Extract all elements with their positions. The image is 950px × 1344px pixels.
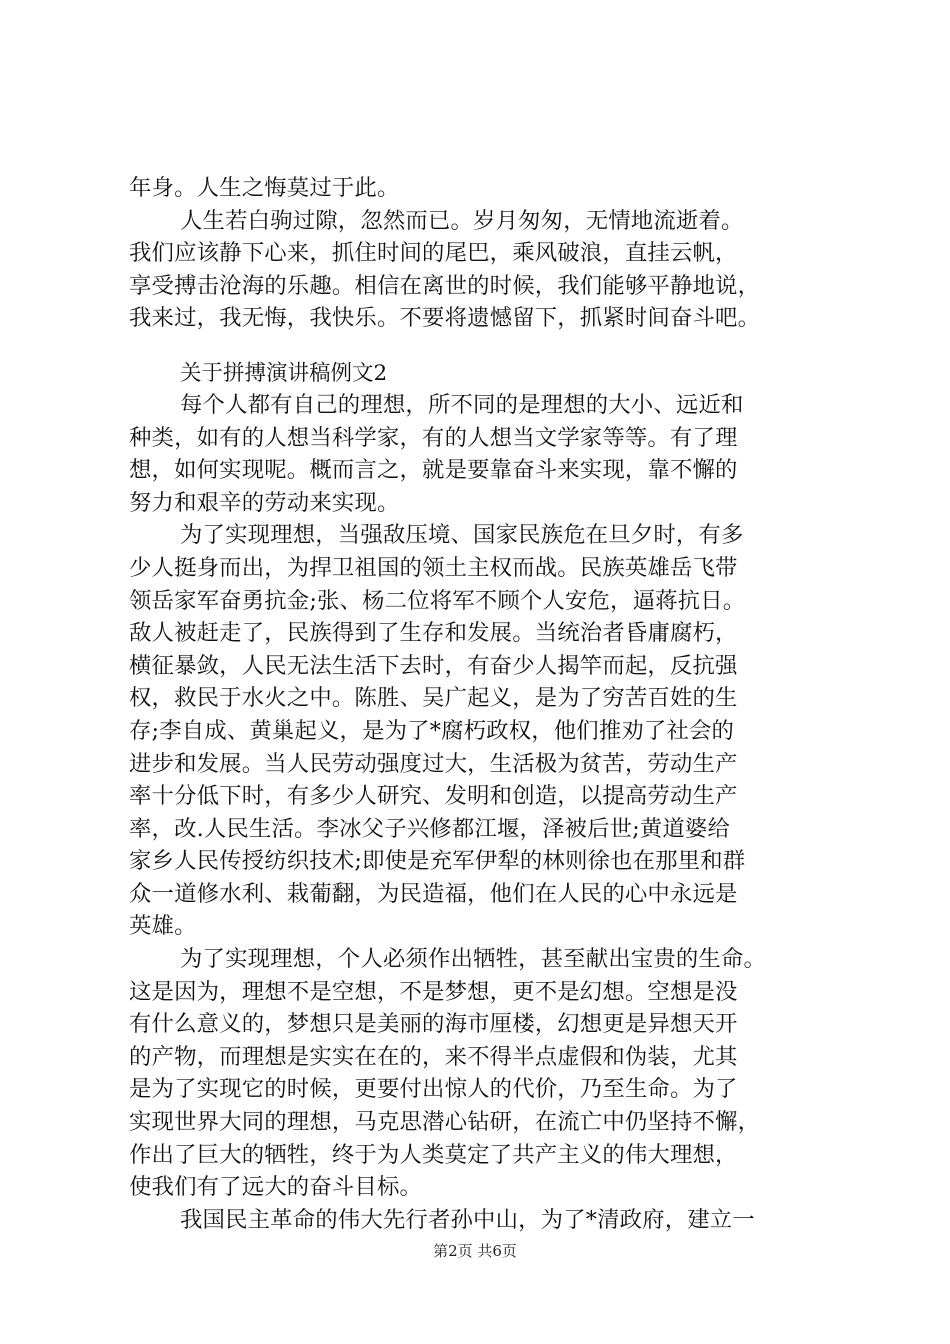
paragraph-continued	[129, 172, 829, 205]
text-line: 使我们有了远大的奋斗目标。	[129, 1174, 423, 1201]
text-line: 的产物，而理想是实实在在的，来不得半点虚假和伪装，尤其	[129, 1043, 738, 1070]
text-line: 我们应该静下心来，抓住时间的尾巴，乘风破浪，直挂云帆，	[129, 240, 738, 267]
text-line: 实现世界大同的理想，马克思潜心钻研，在流亡中仍坚持不懈，	[129, 1109, 761, 1136]
text-line: 为了实现理想，当强敌压境、国家民族危在旦夕时，有多	[180, 522, 744, 549]
text-line: 英雄。	[129, 913, 197, 940]
paragraph	[129, 519, 829, 943]
text-line: 年身。人生之悔莫过于此。	[129, 175, 400, 201]
page-footer: 第2页 共6页	[433, 1242, 517, 1260]
text-line: 率，改.人民生活。李冰父子兴修都江堰，泽被后世;黄道婆给	[129, 815, 731, 842]
text-line: 是为了实现它的时候，更要付出惊人的代价，乃至生命。为了	[129, 1076, 738, 1103]
text-line: 努力和艰辛的劳动来实现。	[129, 489, 400, 516]
text-line: 人生若白驹过隙，忽然而已。岁月匆匆，无情地流逝着。	[180, 207, 744, 234]
text-line: 少人挺身而出，为捍卫祖国的领土主权而战。民族英雄岳飞带	[129, 554, 738, 581]
text-line: 我来过，我无悔，我快乐。不要将遗憾留下，抓紧时间奋斗吧。	[129, 305, 761, 332]
text-line: 率十分低下时，有多少人研究、发明和创造，以提高劳动生产	[129, 783, 738, 810]
paragraph	[129, 1204, 829, 1237]
text-line: 享受搏击沧海的乐趣。相信在离世的时候，我们能够平静地说，	[129, 272, 761, 299]
text-line: 领岳家军奋勇抗金;张、杨二位将军不顾个人安危，逼蒋抗日。	[129, 587, 746, 614]
text-line: 作出了巨大的牺牲，终于为人类莫定了共产主义的伟大理想，	[129, 1141, 738, 1168]
text-line: 横征暴敛，人民无法生活下去时，有奋少人揭竿而起，反抗强	[129, 652, 738, 679]
text-line: 存;李自成、黄巢起义，是为了*腐朽政权，他们推劝了社会的	[129, 717, 735, 744]
text-line: 想，如何实现呢。概而言之，就是要靠奋斗来实现，靠不懈的	[129, 457, 738, 484]
paragraph	[129, 389, 829, 519]
text-line: 我国民主革命的伟大先行者孙中山，为了*清政府，建立一	[180, 1206, 755, 1233]
text-line: 每个人都有自己的理想，所不同的是理想的大小、远近和	[180, 391, 744, 418]
text-line: 种类，如有的人想当科学家，有的人想当文学家等等。有了理	[129, 424, 738, 451]
paragraph-gap	[129, 335, 829, 357]
text-line: 众一道修水利、栽葡翻，为民造福，他们在人民的心中永远是	[129, 880, 738, 907]
text-line: 有什么意义的，梦想只是美丽的海市厘楼，幻想更是异想天开	[129, 1011, 738, 1038]
text-line: 权，救民于水火之中。陈胜、吴广起义，是为了穷苦百姓的生	[129, 685, 738, 712]
paragraph	[129, 205, 829, 335]
section-title: 关于拼搏演讲稿例文2	[180, 360, 388, 386]
text-line: 为了实现理想，个人必须作出牺牲，甚至献出宝贵的生命。	[180, 946, 767, 973]
text-line: 进步和发展。当人民劳动强度过大，生活极为贫苦，劳动生产	[129, 750, 738, 777]
paragraph	[129, 943, 829, 1204]
text-line: 这是因为，理想不是空想，不是梦想，更不是幻想。空想是没	[129, 978, 738, 1005]
document-body	[129, 172, 829, 1236]
text-line: 敌人被赶走了，民族得到了生存和发展。当统治者昏庸腐朽，	[129, 620, 738, 647]
text-line: 家乡人民传授纺织技术;即使是充军伊犁的林则徐也在那里和群	[129, 848, 746, 875]
